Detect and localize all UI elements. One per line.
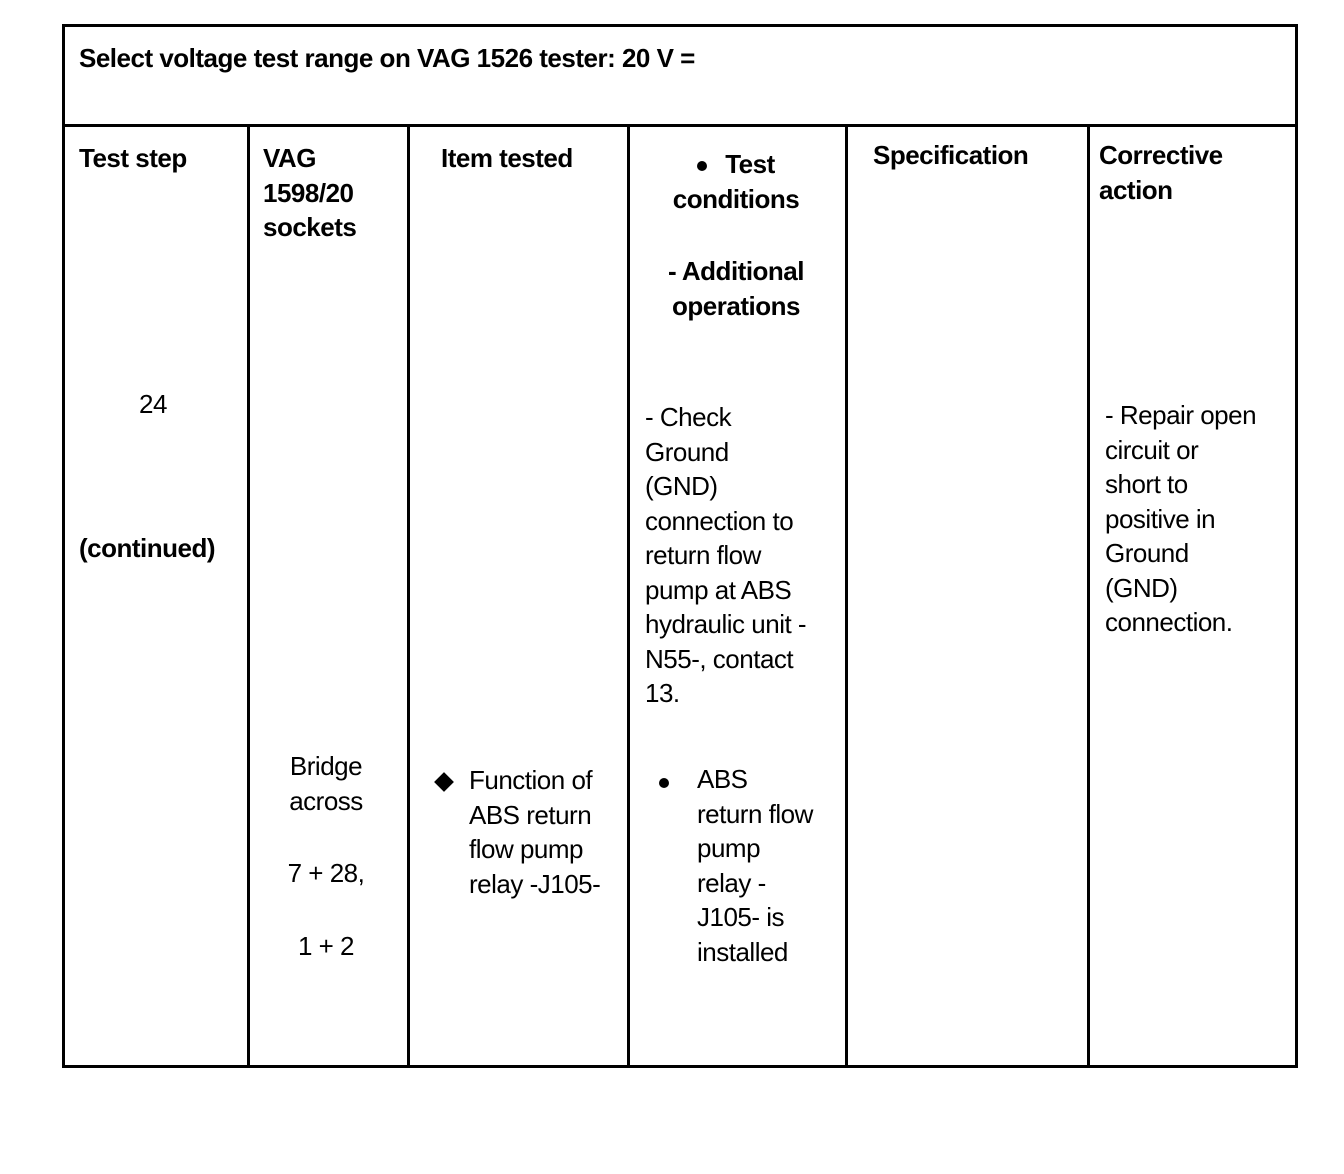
item-tested-text — [469, 763, 600, 901]
conditions-check — [645, 400, 806, 711]
conditions-check-line: N55-, contact — [645, 643, 794, 674]
table-title: Select voltage test range on VAG 1526 tester: 20 V = — [79, 43, 695, 73]
diamond-bullet-icon — [437, 763, 469, 901]
conditions-check-line: connection to — [645, 505, 794, 536]
conditions-check-line: - Check — [645, 402, 732, 432]
bullet-icon — [697, 161, 707, 171]
conditions-bullet-line: ABS — [697, 764, 748, 794]
header-corrective-line: action — [1099, 174, 1173, 205]
sockets-bridge — [251, 749, 401, 963]
header-item-tested: Item tested — [441, 143, 573, 173]
conditions-bullet-line: relay - — [697, 867, 766, 898]
column-divider — [247, 127, 250, 1065]
conditions-check-line: (GND) — [645, 471, 718, 501]
header-sockets-line: VAG — [263, 143, 316, 173]
header-conditions-line: operations — [672, 290, 800, 321]
header-corrective-action — [1099, 138, 1223, 207]
conditions-bullet-line: return flow — [697, 798, 813, 829]
conditions-check-line: Ground — [645, 436, 729, 467]
item-tested-line: ABS return — [469, 799, 592, 830]
conditions-bullet-entry — [659, 762, 813, 969]
column-divider — [1087, 127, 1090, 1065]
header-conditions-line: conditions — [672, 183, 800, 214]
header-conditions-text: Test — [725, 149, 775, 179]
header-specification: Specification — [873, 140, 1029, 170]
sockets-line: 7 + 28, — [287, 858, 365, 888]
header-sockets-line: 1598/20 — [263, 177, 354, 208]
corrective-action-line: connection. — [1105, 607, 1233, 637]
header-conditions-line: - Additional — [667, 256, 804, 286]
header-sockets — [263, 141, 356, 245]
corrective-action-line: - Repair open — [1105, 400, 1257, 430]
header-conditions — [631, 147, 841, 323]
corrective-action-line: circuit or — [1105, 434, 1199, 465]
sockets-line: Bridge — [289, 751, 363, 781]
item-tested-line: flow pump — [469, 834, 583, 864]
title-row — [65, 27, 1295, 127]
corrective-action-text — [1105, 398, 1256, 640]
column-divider — [627, 127, 630, 1065]
header-conditions-line — [631, 147, 841, 182]
conditions-check-line: return flow — [645, 540, 761, 570]
bullet-icon — [659, 762, 697, 969]
sockets-line: across — [289, 785, 363, 816]
sockets-line: 1 + 2 — [297, 930, 355, 961]
test-table — [62, 24, 1298, 1068]
item-tested-line: relay -J105- — [469, 868, 601, 899]
column-divider — [845, 127, 848, 1065]
header-test-step: Test step — [79, 143, 187, 173]
conditions-check-line: hydraulic unit - — [645, 609, 807, 639]
corrective-action-line: (GND) — [1105, 572, 1178, 603]
header-sockets-line: sockets — [263, 212, 357, 242]
item-tested-entry — [437, 763, 600, 901]
corrective-action-line: Ground — [1105, 538, 1189, 568]
conditions-bullet-text — [697, 762, 813, 969]
conditions-check-line: 13. — [645, 678, 680, 708]
conditions-check-line: pump at ABS — [645, 574, 792, 605]
conditions-bullet-line: J105- is — [697, 902, 785, 932]
conditions-bullet-line: pump — [697, 833, 761, 863]
corrective-action-line: positive in — [1105, 503, 1216, 534]
item-tested-line: Function of — [469, 765, 593, 795]
header-corrective-line: Corrective — [1099, 140, 1223, 170]
corrective-action-line: short to — [1105, 469, 1188, 499]
test-step-note: (continued) — [79, 533, 216, 563]
test-step-number: 24 — [139, 389, 167, 419]
conditions-bullet-line: installed — [697, 936, 788, 967]
column-divider — [407, 127, 410, 1065]
